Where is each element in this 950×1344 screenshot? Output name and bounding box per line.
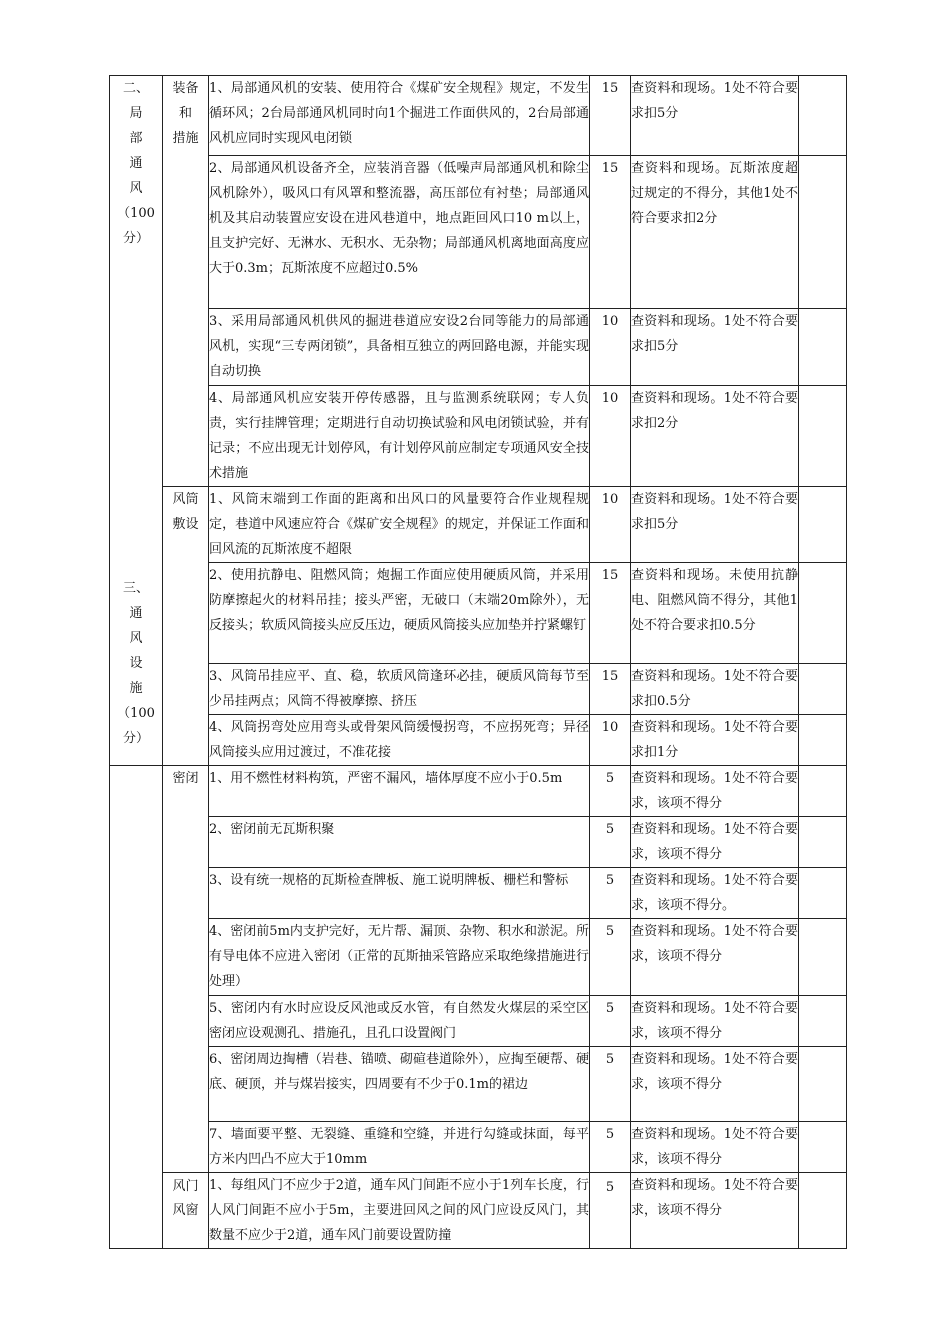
- item-score: 15: [590, 664, 631, 715]
- item-score: 5: [590, 1173, 631, 1249]
- blank-cell: [799, 1173, 847, 1249]
- item-content: 1、风筒末端到工作面的距离和出风口的风量要符合作业规程规定，巷道中风速应符合《煤矿安全规程》的规定，并保证工作面和回风流的瓦斯浓度不超限: [209, 487, 590, 563]
- item-score: 5: [590, 996, 631, 1047]
- item-method: 查资料和现场。1处不符合要求，该项不得分: [631, 766, 799, 817]
- subsection-air-door: [163, 1173, 209, 1249]
- item-method: 查资料和现场。1处不符合要求，该项不得分: [631, 1047, 799, 1122]
- item-content: 4、风筒拐弯处应用弯头或骨架风筒缓慢拐弯，不应拐死弯；异径风筒接头应用过渡过，不准花接: [209, 715, 590, 766]
- item-method: 查资料和现场。1处不符合要求，该项不得分: [631, 996, 799, 1047]
- item-score: 15: [590, 563, 631, 664]
- section-name: 三、 通 风 设 施 （100 分）: [117, 581, 155, 746]
- item-score: 15: [590, 156, 631, 309]
- blank-cell: [799, 715, 847, 766]
- item-method: 查资料和现场。1处不符合要求扣1分: [631, 715, 799, 766]
- item-method: 查资料和现场。未使用抗静电、阻燃风筒不得分，其他1处不符合要求扣0.5分: [631, 563, 799, 664]
- item-score: 10: [590, 309, 631, 386]
- item-content: 7、墙面要平整、无裂缝、重缝和空缝，并进行勾缝或抹面，每平方米内凹凸不应大于10mm: [209, 1122, 590, 1173]
- item-method: 查资料和现场。1处不符合要求扣5分: [631, 487, 799, 563]
- item-method: 查资料和现场。1处不符合要求，该项不得分: [631, 817, 799, 868]
- item-method: 查资料和现场。1处不符合要求，该项不得分: [631, 1173, 799, 1249]
- blank-cell: [799, 996, 847, 1047]
- blank-cell: [799, 817, 847, 868]
- item-content: 1、用不燃性材料构筑，严密不漏风，墙体厚度不应小于0.5m: [209, 766, 590, 817]
- item-score: 5: [590, 868, 631, 919]
- blank-cell: [799, 919, 847, 996]
- item-content: 2、使用抗静电、阻燃风筒；炮掘工作面应使用硬质风筒，并采用防摩擦起火的材料吊挂；接头严密，无破口（末端20m除外），无反接头；软质风筒接头应反压边，硬质风筒接头应加垫并拧紧螺钉: [209, 563, 590, 664]
- blank-cell: [799, 156, 847, 309]
- item-content: 6、密闭周边掏槽（岩巷、锚喷、砌碹巷道除外），应掏至硬帮、硬底、硬顶，并与煤岩接实，四周要有不少于0.1m的裙边: [209, 1047, 590, 1122]
- item-score: 15: [590, 76, 631, 156]
- item-content: 3、风筒吊挂应平、直、稳，软质风筒逢环必挂，硬质风筒每节至少吊挂两点；风筒不得被摩擦、挤压: [209, 664, 590, 715]
- blank-cell: [799, 487, 847, 563]
- item-score: 10: [590, 715, 631, 766]
- blank-cell: [799, 868, 847, 919]
- item-content: 5、密闭内有水时应设反风池或反水管，有自然发火煤层的采空区密闭应设观测孔、措施孔，且孔口设置阀门: [209, 996, 590, 1047]
- subsection-name: 密闭: [172, 771, 199, 786]
- item-method: 查资料和现场。1处不符合要求，该项不得分。: [631, 868, 799, 919]
- scoring-table: [109, 75, 847, 1249]
- blank-cell: [799, 563, 847, 664]
- section-name: 二、 局 部 通 风 （100 分）: [117, 81, 155, 246]
- item-method: 查资料和现场。1处不符合要求扣0.5分: [631, 664, 799, 715]
- blank-cell: [799, 1122, 847, 1173]
- item-method: 查资料和现场。1处不符合要求扣2分: [631, 386, 799, 487]
- subsection-name: 风筒 敷设: [172, 492, 199, 532]
- item-content: 1、局部通风机的安装、使用符合《煤矿安全规程》规定，不发生循环风；2台局部通风机同时向1个掘进工作面供风的，2台局部通风机应同时实现风电闭锁: [209, 76, 590, 156]
- blank-cell: [799, 309, 847, 386]
- item-score: 5: [590, 1047, 631, 1122]
- item-score: 5: [590, 919, 631, 996]
- item-content: 3、采用局部通风机供风的掘进巷道应安设2台同等能力的局部通风机，实现“三专两闭锁”，具备相互独立的两回路电源，并能实现自动切换: [209, 309, 590, 386]
- blank-cell: [799, 76, 847, 156]
- blank-cell: [799, 664, 847, 715]
- item-score: 10: [590, 386, 631, 487]
- blank-cell: [799, 1047, 847, 1122]
- item-content: 3、设有统一规格的瓦斯检查牌板、施工说明牌板、栅栏和警标: [209, 868, 590, 919]
- item-score: 10: [590, 487, 631, 563]
- section-ventilation-facilities: [110, 581, 163, 1249]
- item-content: 2、局部通风机设备齐全，应装消音器（低噪声局部通风机和除尘风机除外），吸风口有风罩和整流器，高压部位有衬垫；局部通风机及其启动装置应安设在进风巷道中，地点距回风口10 m以上，且支护完好、无淋水、无积水、无杂物；局部通风机离地面高度应大于0.3m；瓦斯浓度不应超过0.5%: [209, 156, 590, 309]
- item-content: 2、密闭前无瓦斯积聚: [209, 817, 590, 868]
- item-content: 4、局部通风机应安装开停传感器，且与监测系统联网；专人负责，实行挂牌管理；定期进行自动切换试验和风电闭锁试验，并有记录；不应出现无计划停风，有计划停风前应制定专项通风安全技术措施: [209, 386, 590, 487]
- item-score: 5: [590, 1122, 631, 1173]
- item-content: 4、密闭前5m内支护完好，无片帮、漏顶、杂物、积水和淤泥。所有导电体不应进入密闭（正常的瓦斯抽采管路应采取绝缘措施进行处理）: [209, 919, 590, 996]
- subsection-equipment: [163, 76, 209, 487]
- blank-cell: [799, 386, 847, 487]
- item-score: 5: [590, 817, 631, 868]
- item-method: 查资料和现场。1处不符合要求扣5分: [631, 309, 799, 386]
- subsection-duct-laying: [163, 487, 209, 766]
- subsection-seal: [163, 766, 209, 1173]
- item-method: 查资料和现场。1处不符合要求，该项不得分: [631, 1122, 799, 1173]
- subsection-name: 装备 和 措施: [172, 81, 199, 146]
- item-method: 查资料和现场。瓦斯浓度超过规定的不得分，其他1处不符合要求扣2分: [631, 156, 799, 309]
- item-content: 1、每组风门不应少于2道，通车风门间距不应小于1列车长度，行人风门间距不应小于5m，主要进回风之间的风门应设反风门，其数量不应少于2道，通车风门前要设置防撞: [209, 1173, 590, 1249]
- item-method: 查资料和现场。1处不符合要求，该项不得分: [631, 919, 799, 996]
- blank-cell: [799, 766, 847, 817]
- item-method: 查资料和现场。1处不符合要求扣5分: [631, 76, 799, 156]
- item-score: 5: [590, 766, 631, 817]
- subsection-name: 风门 风窗: [172, 1179, 199, 1218]
